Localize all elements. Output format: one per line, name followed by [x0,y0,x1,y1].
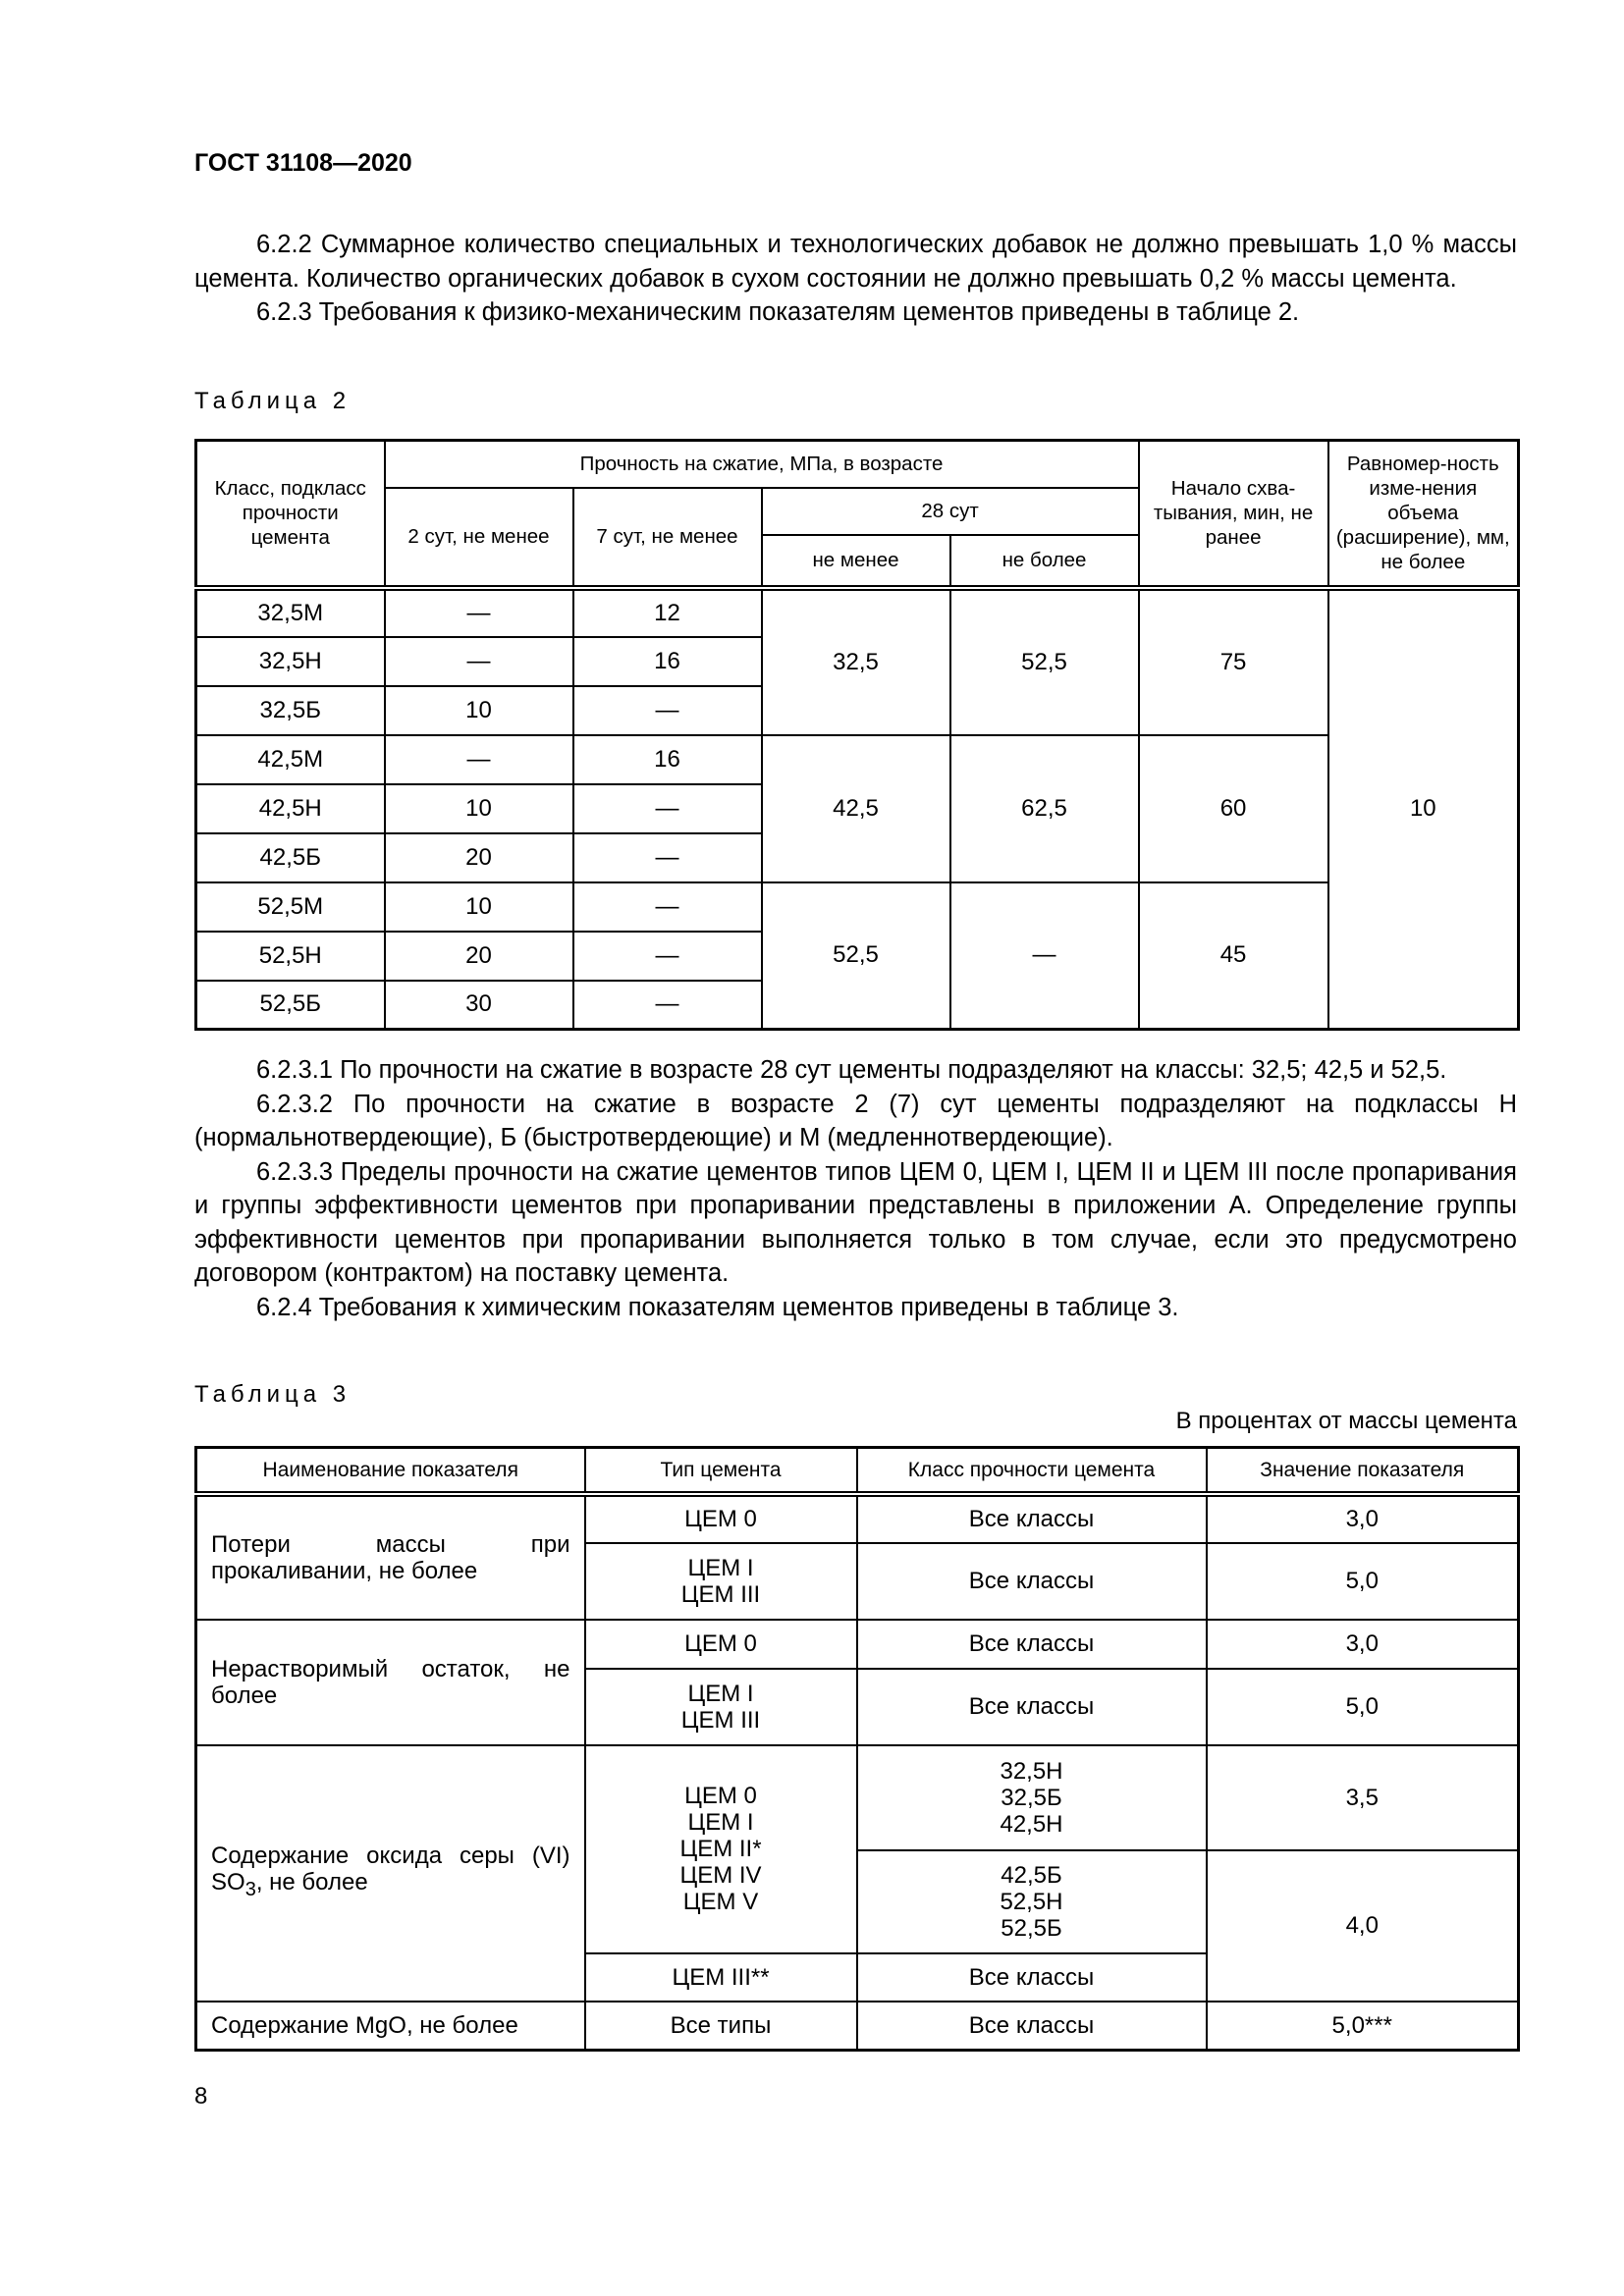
th-28-max: не более [950,535,1139,588]
cell-2d: 10 [385,686,573,735]
cell-type: Все типы [585,2002,857,2051]
th-28days: 28 сут [762,488,1139,535]
cell-class: Все классы [857,1953,1207,2002]
cell-type: ЦЕМ 0 ЦЕМ I ЦЕМ II* ЦЕМ IV ЦЕМ V [585,1745,857,1953]
cell-7d: — [573,784,762,833]
cell-28-min: 32,5 [762,588,950,735]
table3-unit-note: В процентах от массы цемента [1175,1408,1517,1434]
th-2days: 2 сут, не менее [385,488,573,588]
cell-class: 42,5Б [196,833,385,882]
cell-7d: — [573,932,762,981]
cell-value: 5,0 [1207,1543,1519,1620]
paragraphs-top [194,228,1517,330]
cell-28-max: 52,5 [950,588,1139,735]
cell-type: ЦЕМ I ЦЕМ III [585,1669,857,1745]
cell-type: ЦЕМ I ЦЕМ III [585,1543,857,1620]
cell-value: 3,5 [1207,1745,1519,1850]
cell-class: Все классы [857,1620,1207,1669]
paragraphs-mid [194,1053,1517,1324]
cell-class: 32,5Б [196,686,385,735]
table-2 [194,439,1520,1031]
cell-2d: 30 [385,981,573,1030]
cell-28-min: 42,5 [762,735,950,882]
cell-7d: — [573,882,762,932]
cell-class: 42,5М [196,735,385,784]
table2-caption: Таблица 2 [194,388,352,414]
row-mgo-name: Содержание MgO, не более [196,2002,585,2051]
row-loss-name: Потери массы при прокаливании, не более [196,1494,585,1620]
cell-class: 52,5Н [196,932,385,981]
th-class: Класс, подкласс прочности цемента [196,441,385,588]
cell-type: ЦЕМ 0 [585,1620,857,1669]
cell-7d: — [573,981,762,1030]
cell-class: 42,5Н [196,784,385,833]
cell-value: 5,0 [1207,1669,1519,1745]
cell-value: 3,0 [1207,1494,1519,1543]
cell-type: ЦЕМ III** [585,1953,857,2002]
cell-class: 32,5М [196,588,385,637]
th-type: Тип цемента [585,1448,857,1494]
cell-value: 4,0 [1207,1850,1519,2002]
document-header: ГОСТ 31108—2020 [194,149,412,177]
cell-2d: — [385,637,573,686]
cell-2d: 10 [385,882,573,932]
th-strength-class: Класс прочности цемента [857,1448,1207,1494]
th-indicator: Наименование показателя [196,1448,585,1494]
cell-7d: 12 [573,588,762,637]
cell-class: Все классы [857,2002,1207,2051]
so3-name: Содержание оксида серы (VI) SO [211,1842,570,1896]
cell-7d: 16 [573,637,762,686]
th-28-min: не менее [762,535,950,588]
th-setting: Начало схва-тывания, мин, не ранее [1139,441,1328,588]
cell-2d: — [385,588,573,637]
cell-value: 5,0*** [1207,2002,1519,2051]
cell-28-max: 62,5 [950,735,1139,882]
cell-class: 32,5Н 32,5Б 42,5Н [857,1745,1207,1850]
table-3 [194,1446,1520,2052]
para-6-2-3-3: 6.2.3.3 Пределы прочности на сжатие цементов типов ЦЕМ 0, ЦЕМ I, ЦЕМ II и ЦЕМ III после пропаривания и группы эффективности цементов при пропаривании представлены в приложении А. Определение группы эффективности цементов при пропаривании выполняется только в том случае, если это предусмотрено договором (контрактом) на поставку цемента. [194,1157,1517,1287]
cell-class: Все классы [857,1494,1207,1543]
so3-subscript: 3 [244,1878,256,1900]
cell-28-max: — [950,882,1139,1030]
cell-28-min: 52,5 [762,882,950,1030]
cell-setting: 75 [1139,588,1328,735]
so3-name-tail: , не более [255,1869,368,1896]
cell-2d: 20 [385,833,573,882]
th-value: Значение показателя [1207,1448,1519,1494]
row-so3-name [196,1745,585,2002]
cell-expansion: 10 [1328,588,1519,1030]
th-expansion: Равномер-ность изме-нения объема (расширение), мм, не более [1328,441,1519,588]
th-strength: Прочность на сжатие, МПа, в возрасте [385,441,1139,488]
th-7days: 7 сут, не менее [573,488,762,588]
cell-class: 52,5М [196,882,385,932]
para-6-2-2: 6.2.2 Суммарное количество специальных и технологических добавок не должно превышать 1,0 % массы цемента. Количество органических добавок в сухом состоянии не должно превышать 0,2 % массы цемента. [194,231,1517,293]
cell-7d: — [573,833,762,882]
cell-value: 3,0 [1207,1620,1519,1669]
cell-2d: — [385,735,573,784]
cell-7d: 16 [573,735,762,784]
cell-setting: 60 [1139,735,1328,882]
cell-class: 52,5Б [196,981,385,1030]
cell-class: Все классы [857,1543,1207,1620]
para-6-2-3-1: 6.2.3.1 По прочности на сжатие в возрасте 28 сут цементы подразделяют на классы: 32,5; 42,5 и 52,5. [256,1056,1447,1084]
table3-caption: Таблица 3 [194,1381,352,1408]
cell-type: ЦЕМ 0 [585,1494,857,1543]
cell-7d: — [573,686,762,735]
cell-2d: 10 [385,784,573,833]
cell-class: Все классы [857,1669,1207,1745]
cell-class: 42,5Б 52,5Н 52,5Б [857,1850,1207,1953]
page-number: 8 [194,2083,208,2109]
row-insoluble-name: Нерастворимый остаток, не более [196,1620,585,1745]
cell-2d: 20 [385,932,573,981]
cell-setting: 45 [1139,882,1328,1030]
cell-class: 32,5Н [196,637,385,686]
para-6-2-4: 6.2.4 Требования к химическим показателям цементов приведены в таблице 3. [256,1293,1179,1321]
para-6-2-3-2: 6.2.3.2 По прочности на сжатие в возрасте 2 (7) сут цементы подразделяют на подклассы Н (нормальнотвердеющие), Б (быстротвердеющие) и М (медленнотвердеющие). [194,1090,1517,1151]
para-6-2-3: 6.2.3 Требования к физико-механическим показателям цементов приведены в таблице 2. [256,298,1300,326]
